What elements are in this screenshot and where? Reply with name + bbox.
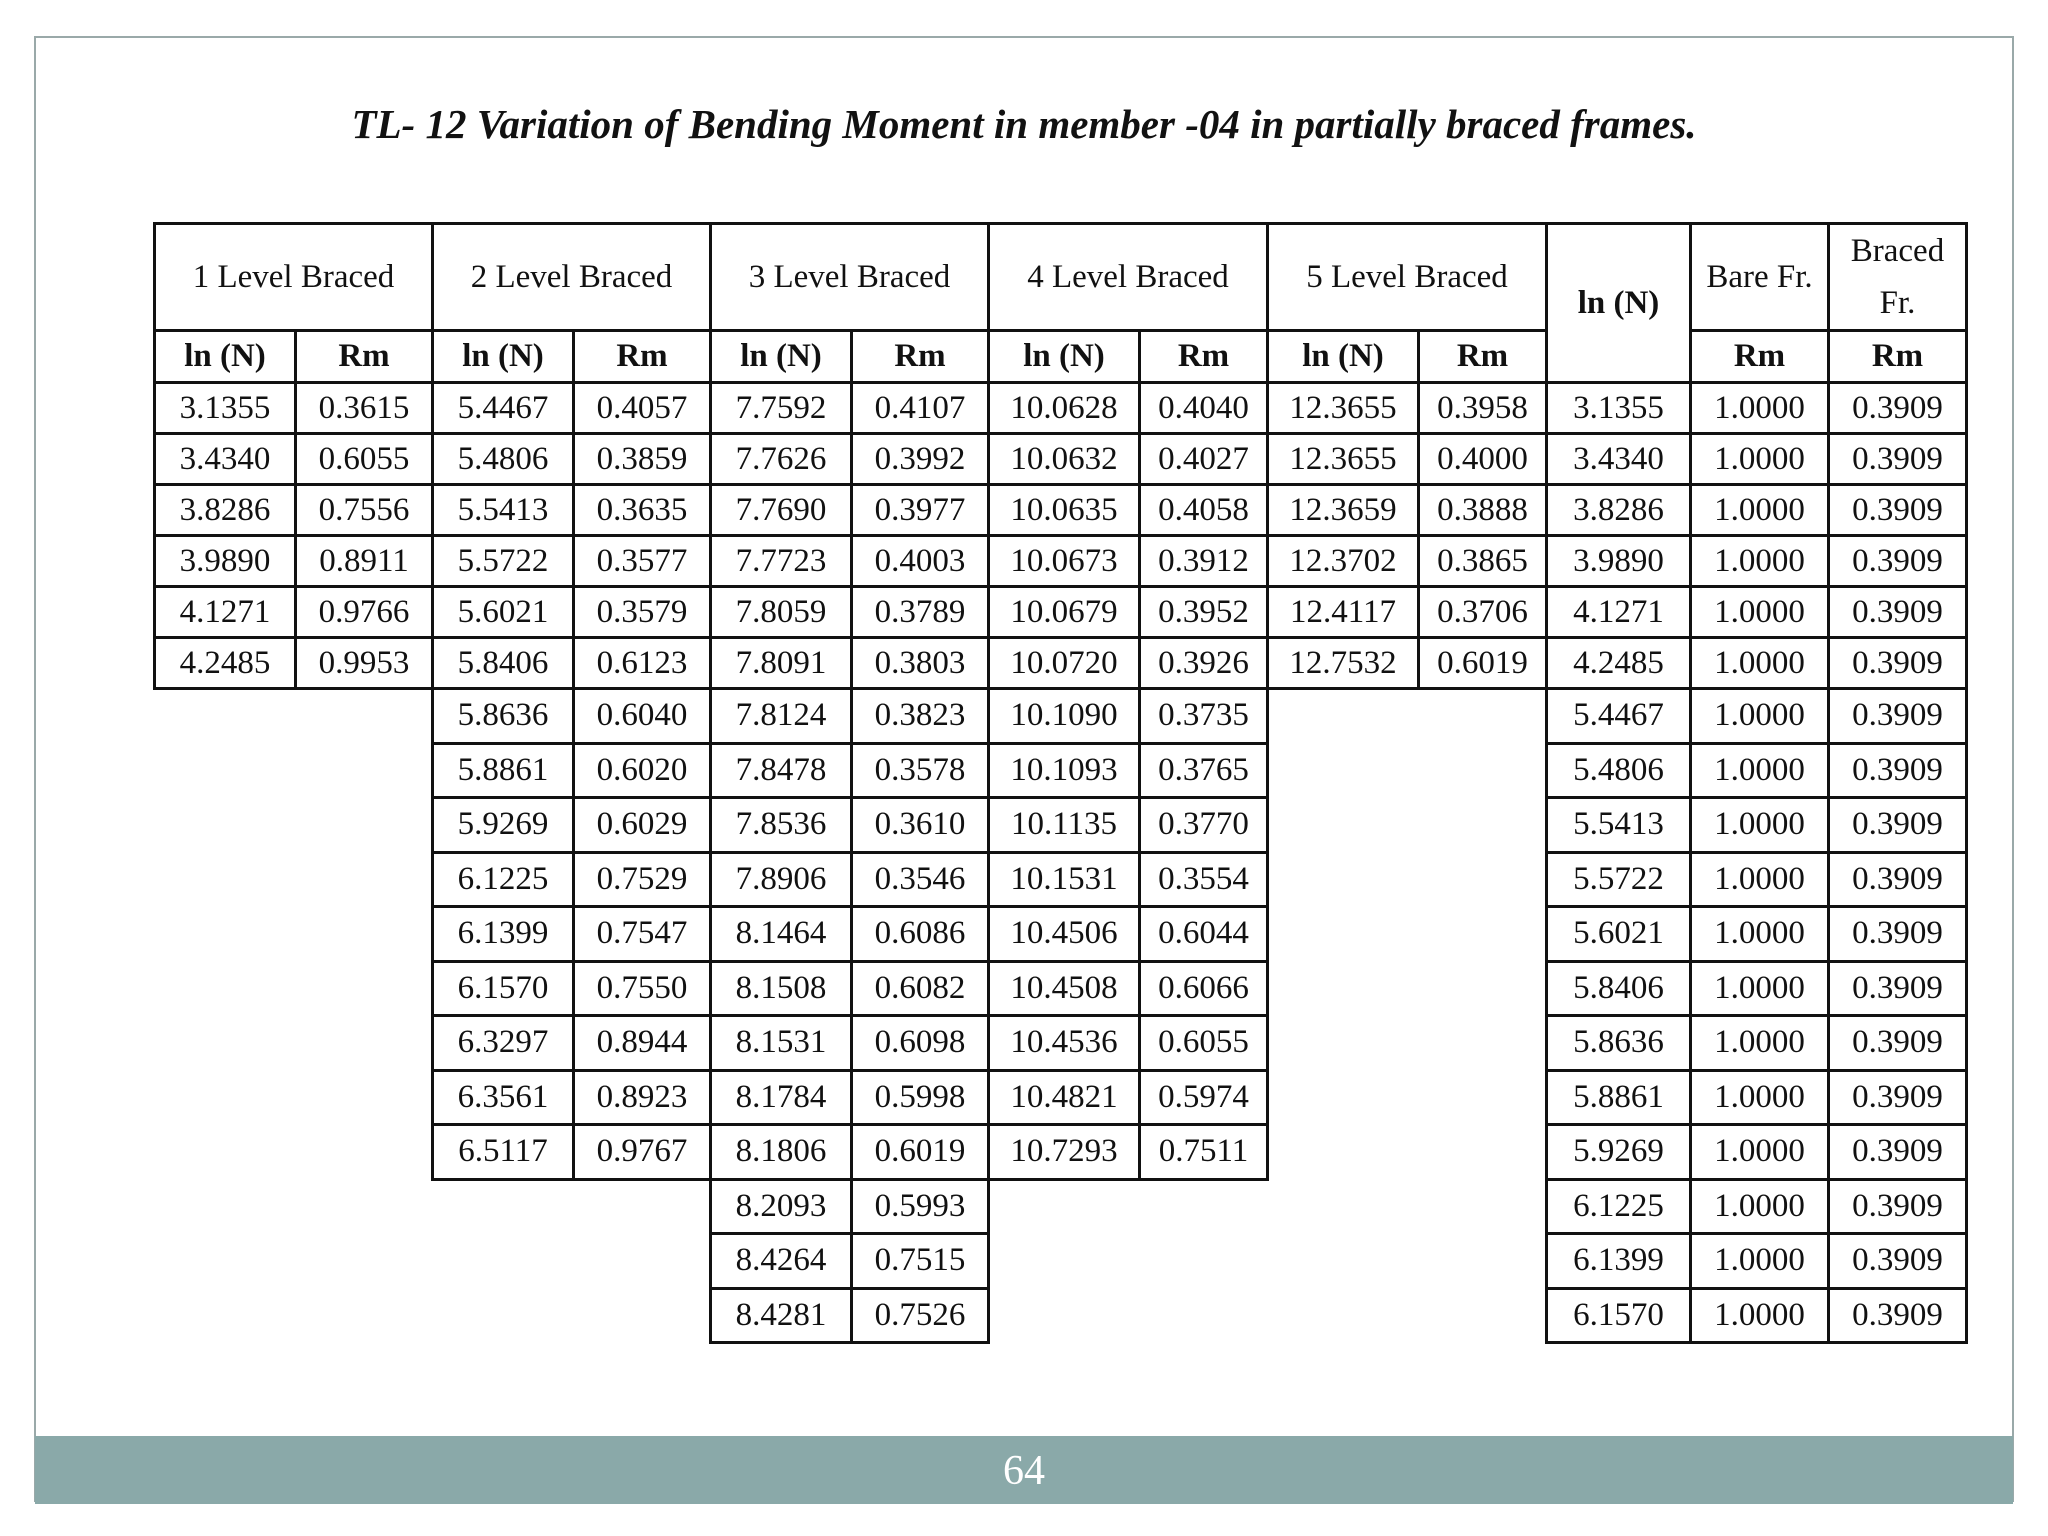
level-3-rm-cell: 0.6098 bbox=[852, 1016, 989, 1071]
level-4-rm-cell: 0.7511 bbox=[1140, 1125, 1268, 1180]
empty-cell bbox=[1268, 1234, 1419, 1289]
ln-cell: 5.8406 bbox=[1547, 961, 1691, 1016]
level-5-rm-cell: 0.3865 bbox=[1419, 536, 1547, 587]
level-2-ln-cell: 6.1225 bbox=[433, 852, 574, 907]
level-2-ln-cell: 5.4467 bbox=[433, 383, 574, 434]
level-5-rm-cell: 0.3958 bbox=[1419, 383, 1547, 434]
level-3-rm-cell: 0.3789 bbox=[852, 587, 989, 638]
braced-frame-rm-cell: 0.3909 bbox=[1829, 852, 1967, 907]
level-2-rm-cell: 0.3859 bbox=[574, 434, 711, 485]
level-2-rm-cell: 0.6123 bbox=[574, 638, 711, 689]
ln-cell: 4.1271 bbox=[1547, 587, 1691, 638]
empty-cell bbox=[155, 1016, 296, 1071]
empty-cell bbox=[296, 852, 433, 907]
level-1-rm-cell: 0.7556 bbox=[296, 485, 433, 536]
empty-cell bbox=[296, 798, 433, 853]
empty-cell bbox=[574, 1288, 711, 1343]
empty-cell bbox=[1268, 689, 1419, 744]
level-2-rm-cell: 0.9767 bbox=[574, 1125, 711, 1180]
level-4-ln-cell: 10.1093 bbox=[989, 743, 1140, 798]
level-3-rm-cell: 0.6086 bbox=[852, 907, 989, 962]
level-3-rm-cell: 0.3992 bbox=[852, 434, 989, 485]
bare-frame-rm-cell: 1.0000 bbox=[1691, 1016, 1829, 1071]
level-3-ln-cell: 7.8124 bbox=[711, 689, 852, 744]
bare-frame-rm-cell: 1.0000 bbox=[1691, 1288, 1829, 1343]
ln-cell: 6.1399 bbox=[1547, 1234, 1691, 1289]
subheader-rm: Rm bbox=[1829, 331, 1967, 383]
level-4-rm-cell: 0.6066 bbox=[1140, 961, 1268, 1016]
empty-cell bbox=[1268, 743, 1419, 798]
braced-frame-rm-cell: 0.3909 bbox=[1829, 1234, 1967, 1289]
empty-cell bbox=[296, 743, 433, 798]
table-row bbox=[155, 1288, 1967, 1343]
bare-frame-rm-cell: 1.0000 bbox=[1691, 852, 1829, 907]
level-3-rm-cell: 0.6082 bbox=[852, 961, 989, 1016]
empty-cell bbox=[155, 961, 296, 1016]
header-ln-n: ln (N) bbox=[1547, 224, 1691, 383]
empty-cell bbox=[574, 1179, 711, 1234]
empty-cell bbox=[1419, 798, 1547, 853]
empty-cell bbox=[433, 1288, 574, 1343]
braced-frame-rm-cell: 0.3909 bbox=[1829, 383, 1967, 434]
bare-frame-rm-cell: 1.0000 bbox=[1691, 1234, 1829, 1289]
level-2-rm-cell: 0.4057 bbox=[574, 383, 711, 434]
braced-frame-rm-cell: 0.3909 bbox=[1829, 1125, 1967, 1180]
level-4-rm-cell: 0.3912 bbox=[1140, 536, 1268, 587]
level-1-ln-cell: 3.8286 bbox=[155, 485, 296, 536]
empty-cell bbox=[1268, 1288, 1419, 1343]
empty-cell bbox=[296, 1179, 433, 1234]
empty-cell bbox=[1419, 907, 1547, 962]
level-3-ln-cell: 8.4264 bbox=[711, 1234, 852, 1289]
level-5-rm-cell: 0.3888 bbox=[1419, 485, 1547, 536]
level-4-rm-cell: 0.6055 bbox=[1140, 1016, 1268, 1071]
empty-cell bbox=[1419, 1179, 1547, 1234]
ln-cell: 5.4806 bbox=[1547, 743, 1691, 798]
table-row bbox=[155, 852, 1967, 907]
braced-frame-rm-cell: 0.3909 bbox=[1829, 1288, 1967, 1343]
bare-frame-rm-cell: 1.0000 bbox=[1691, 689, 1829, 744]
level-4-ln-cell: 10.0720 bbox=[989, 638, 1140, 689]
table-row bbox=[155, 1179, 1967, 1234]
level-4-ln-cell: 10.7293 bbox=[989, 1125, 1140, 1180]
bare-frame-rm-cell: 1.0000 bbox=[1691, 536, 1829, 587]
level-2-rm-cell: 0.7547 bbox=[574, 907, 711, 962]
empty-cell bbox=[1419, 743, 1547, 798]
level-3-ln-cell: 7.7723 bbox=[711, 536, 852, 587]
empty-cell bbox=[1419, 1125, 1547, 1180]
page-number: 64 bbox=[1003, 1448, 1045, 1494]
level-3-ln-cell: 7.7592 bbox=[711, 383, 852, 434]
empty-cell bbox=[1140, 1179, 1268, 1234]
subheader-rm: Rm bbox=[1419, 331, 1547, 383]
empty-cell bbox=[155, 1234, 296, 1289]
level-3-rm-cell: 0.5998 bbox=[852, 1070, 989, 1125]
level-4-ln-cell: 10.4536 bbox=[989, 1016, 1140, 1071]
footer-bar bbox=[35, 1436, 2013, 1504]
empty-cell bbox=[1268, 1179, 1419, 1234]
level-4-ln-cell: 10.1135 bbox=[989, 798, 1140, 853]
empty-cell bbox=[155, 1288, 296, 1343]
braced-frame-rm-cell: 0.3909 bbox=[1829, 485, 1967, 536]
braced-frame-rm-cell: 0.3909 bbox=[1829, 638, 1967, 689]
level-3-ln-cell: 7.7690 bbox=[711, 485, 852, 536]
subheader-ln: ln (N) bbox=[711, 331, 852, 383]
header-level-5: 5 Level Braced bbox=[1268, 224, 1547, 331]
level-3-ln-cell: 8.1806 bbox=[711, 1125, 852, 1180]
empty-cell bbox=[1268, 1125, 1419, 1180]
empty-cell bbox=[1268, 852, 1419, 907]
empty-cell bbox=[1419, 1070, 1547, 1125]
empty-cell bbox=[155, 743, 296, 798]
level-4-rm-cell: 0.3926 bbox=[1140, 638, 1268, 689]
ln-cell: 5.5413 bbox=[1547, 798, 1691, 853]
level-2-ln-cell: 5.4806 bbox=[433, 434, 574, 485]
bare-frame-rm-cell: 1.0000 bbox=[1691, 1179, 1829, 1234]
level-5-ln-cell: 12.3655 bbox=[1268, 434, 1419, 485]
level-5-ln-cell: 12.3655 bbox=[1268, 383, 1419, 434]
empty-cell bbox=[574, 1234, 711, 1289]
empty-cell bbox=[1419, 961, 1547, 1016]
level-4-rm-cell: 0.3765 bbox=[1140, 743, 1268, 798]
bare-frame-rm-cell: 1.0000 bbox=[1691, 383, 1829, 434]
header-level-2: 2 Level Braced bbox=[433, 224, 711, 331]
level-4-rm-cell: 0.3952 bbox=[1140, 587, 1268, 638]
empty-cell bbox=[433, 1234, 574, 1289]
level-2-ln-cell: 5.5413 bbox=[433, 485, 574, 536]
level-3-rm-cell: 0.3803 bbox=[852, 638, 989, 689]
level-2-ln-cell: 6.1399 bbox=[433, 907, 574, 962]
level-2-rm-cell: 0.6020 bbox=[574, 743, 711, 798]
level-1-ln-cell: 3.4340 bbox=[155, 434, 296, 485]
ln-cell: 3.1355 bbox=[1547, 383, 1691, 434]
level-4-ln-cell: 10.1531 bbox=[989, 852, 1140, 907]
level-2-rm-cell: 0.7550 bbox=[574, 961, 711, 1016]
subheader-rm: Rm bbox=[574, 331, 711, 383]
header-level-1: 1 Level Braced bbox=[155, 224, 433, 331]
level-4-rm-cell: 0.4058 bbox=[1140, 485, 1268, 536]
empty-cell bbox=[1268, 907, 1419, 962]
table-row bbox=[155, 961, 1967, 1016]
level-2-ln-cell: 5.9269 bbox=[433, 798, 574, 853]
level-2-ln-cell: 6.3297 bbox=[433, 1016, 574, 1071]
level-5-rm-cell: 0.4000 bbox=[1419, 434, 1547, 485]
level-3-rm-cell: 0.7515 bbox=[852, 1234, 989, 1289]
level-5-ln-cell: 12.4117 bbox=[1268, 587, 1419, 638]
data-table bbox=[153, 222, 1968, 1344]
table-row bbox=[155, 536, 1967, 587]
braced-frame-rm-cell: 0.3909 bbox=[1829, 587, 1967, 638]
level-3-ln-cell: 8.1508 bbox=[711, 961, 852, 1016]
level-3-rm-cell: 0.3546 bbox=[852, 852, 989, 907]
ln-cell: 5.6021 bbox=[1547, 907, 1691, 962]
table-row bbox=[155, 1016, 1967, 1071]
table-row bbox=[155, 1125, 1967, 1180]
braced-frame-rm-cell: 0.3909 bbox=[1829, 1016, 1967, 1071]
level-1-rm-cell: 0.6055 bbox=[296, 434, 433, 485]
table-row bbox=[155, 383, 1967, 434]
level-3-ln-cell: 7.8059 bbox=[711, 587, 852, 638]
level-3-ln-cell: 7.8536 bbox=[711, 798, 852, 853]
header-braced-frame: Braced Fr. bbox=[1829, 224, 1967, 331]
level-4-ln-cell: 10.0679 bbox=[989, 587, 1140, 638]
bare-frame-rm-cell: 1.0000 bbox=[1691, 798, 1829, 853]
subheader-rm: Rm bbox=[852, 331, 989, 383]
subheader-rm: Rm bbox=[1140, 331, 1268, 383]
level-4-rm-cell: 0.4040 bbox=[1140, 383, 1268, 434]
bare-frame-rm-cell: 1.0000 bbox=[1691, 1070, 1829, 1125]
level-3-rm-cell: 0.7526 bbox=[852, 1288, 989, 1343]
bare-frame-rm-cell: 1.0000 bbox=[1691, 434, 1829, 485]
level-3-rm-cell: 0.3610 bbox=[852, 798, 989, 853]
ln-cell: 6.1570 bbox=[1547, 1288, 1691, 1343]
level-2-ln-cell: 5.8406 bbox=[433, 638, 574, 689]
empty-cell bbox=[296, 1288, 433, 1343]
empty-cell bbox=[155, 689, 296, 744]
level-3-ln-cell: 8.1784 bbox=[711, 1070, 852, 1125]
empty-cell bbox=[296, 1234, 433, 1289]
level-2-rm-cell: 0.7529 bbox=[574, 852, 711, 907]
empty-cell bbox=[155, 907, 296, 962]
subheader-ln: ln (N) bbox=[1268, 331, 1419, 383]
level-4-rm-cell: 0.5974 bbox=[1140, 1070, 1268, 1125]
ln-cell: 5.5722 bbox=[1547, 852, 1691, 907]
empty-cell bbox=[296, 1125, 433, 1180]
empty-cell bbox=[296, 907, 433, 962]
empty-cell bbox=[155, 1125, 296, 1180]
level-5-rm-cell: 0.3706 bbox=[1419, 587, 1547, 638]
level-2-rm-cell: 0.3577 bbox=[574, 536, 711, 587]
ln-cell: 3.8286 bbox=[1547, 485, 1691, 536]
bare-frame-rm-cell: 1.0000 bbox=[1691, 485, 1829, 536]
table-row bbox=[155, 743, 1967, 798]
level-2-ln-cell: 5.8861 bbox=[433, 743, 574, 798]
table-row bbox=[155, 638, 1967, 689]
table-row bbox=[155, 434, 1967, 485]
empty-cell bbox=[989, 1234, 1140, 1289]
level-3-ln-cell: 7.7626 bbox=[711, 434, 852, 485]
level-3-rm-cell: 0.5993 bbox=[852, 1179, 989, 1234]
empty-cell bbox=[155, 852, 296, 907]
level-5-ln-cell: 12.3702 bbox=[1268, 536, 1419, 587]
level-1-ln-cell: 3.1355 bbox=[155, 383, 296, 434]
subheader-rm: Rm bbox=[296, 331, 433, 383]
empty-cell bbox=[1419, 1288, 1547, 1343]
empty-cell bbox=[1268, 1070, 1419, 1125]
ln-cell: 5.9269 bbox=[1547, 1125, 1691, 1180]
header-level-4: 4 Level Braced bbox=[989, 224, 1268, 331]
level-4-ln-cell: 10.0635 bbox=[989, 485, 1140, 536]
empty-cell bbox=[989, 1288, 1140, 1343]
subheader-ln: ln (N) bbox=[989, 331, 1140, 383]
bare-frame-rm-cell: 1.0000 bbox=[1691, 961, 1829, 1016]
level-1-rm-cell: 0.8911 bbox=[296, 536, 433, 587]
empty-cell bbox=[1140, 1288, 1268, 1343]
bare-frame-rm-cell: 1.0000 bbox=[1691, 1125, 1829, 1180]
level-3-rm-cell: 0.4107 bbox=[852, 383, 989, 434]
level-1-ln-cell: 4.1271 bbox=[155, 587, 296, 638]
empty-cell bbox=[296, 689, 433, 744]
level-4-rm-cell: 0.3554 bbox=[1140, 852, 1268, 907]
empty-cell bbox=[989, 1179, 1140, 1234]
level-4-ln-cell: 10.4821 bbox=[989, 1070, 1140, 1125]
subheader-ln: ln (N) bbox=[433, 331, 574, 383]
level-4-ln-cell: 10.1090 bbox=[989, 689, 1140, 744]
level-1-rm-cell: 0.9766 bbox=[296, 587, 433, 638]
subheader-rm: Rm bbox=[1691, 331, 1829, 383]
table-row bbox=[155, 689, 1967, 744]
level-1-rm-cell: 0.9953 bbox=[296, 638, 433, 689]
braced-frame-rm-cell: 0.3909 bbox=[1829, 1070, 1967, 1125]
braced-frame-rm-cell: 0.3909 bbox=[1829, 961, 1967, 1016]
subheader-ln: ln (N) bbox=[155, 331, 296, 383]
level-4-ln-cell: 10.4506 bbox=[989, 907, 1140, 962]
empty-cell bbox=[1268, 798, 1419, 853]
level-4-ln-cell: 10.4508 bbox=[989, 961, 1140, 1016]
braced-frame-rm-cell: 0.3909 bbox=[1829, 536, 1967, 587]
ln-cell: 3.9890 bbox=[1547, 536, 1691, 587]
ln-cell: 5.4467 bbox=[1547, 689, 1691, 744]
bare-frame-rm-cell: 1.0000 bbox=[1691, 743, 1829, 798]
level-2-rm-cell: 0.8944 bbox=[574, 1016, 711, 1071]
level-3-ln-cell: 7.8906 bbox=[711, 852, 852, 907]
level-3-rm-cell: 0.3823 bbox=[852, 689, 989, 744]
table-row bbox=[155, 1234, 1967, 1289]
braced-frame-rm-cell: 0.3909 bbox=[1829, 689, 1967, 744]
level-4-rm-cell: 0.6044 bbox=[1140, 907, 1268, 962]
level-3-ln-cell: 7.8091 bbox=[711, 638, 852, 689]
table-row bbox=[155, 907, 1967, 962]
ln-cell: 6.1225 bbox=[1547, 1179, 1691, 1234]
empty-cell bbox=[1140, 1234, 1268, 1289]
header-bare-frame: Bare Fr. bbox=[1691, 224, 1829, 331]
level-2-ln-cell: 5.5722 bbox=[433, 536, 574, 587]
table-row bbox=[155, 485, 1967, 536]
level-2-ln-cell: 6.5117 bbox=[433, 1125, 574, 1180]
empty-cell bbox=[296, 1070, 433, 1125]
level-2-rm-cell: 0.6040 bbox=[574, 689, 711, 744]
table-row bbox=[155, 1070, 1967, 1125]
level-5-ln-cell: 12.7532 bbox=[1268, 638, 1419, 689]
braced-frame-rm-cell: 0.3909 bbox=[1829, 907, 1967, 962]
level-1-rm-cell: 0.3615 bbox=[296, 383, 433, 434]
empty-cell bbox=[1268, 961, 1419, 1016]
braced-frame-rm-cell: 0.3909 bbox=[1829, 434, 1967, 485]
level-4-rm-cell: 0.3770 bbox=[1140, 798, 1268, 853]
table-title: TL- 12 Variation of Bending Moment in member -04 in partially braced frames. bbox=[351, 101, 1697, 147]
header-level-3: 3 Level Braced bbox=[711, 224, 989, 331]
empty-cell bbox=[1419, 852, 1547, 907]
level-2-rm-cell: 0.3579 bbox=[574, 587, 711, 638]
level-4-ln-cell: 10.0632 bbox=[989, 434, 1140, 485]
ln-cell: 4.2485 bbox=[1547, 638, 1691, 689]
table-row bbox=[155, 798, 1967, 853]
empty-cell bbox=[155, 1179, 296, 1234]
level-3-rm-cell: 0.3578 bbox=[852, 743, 989, 798]
braced-frame-rm-cell: 0.3909 bbox=[1829, 743, 1967, 798]
level-3-ln-cell: 8.1531 bbox=[711, 1016, 852, 1071]
level-5-rm-cell: 0.6019 bbox=[1419, 638, 1547, 689]
empty-cell bbox=[155, 798, 296, 853]
level-5-ln-cell: 12.3659 bbox=[1268, 485, 1419, 536]
level-2-rm-cell: 0.6029 bbox=[574, 798, 711, 853]
empty-cell bbox=[1419, 1234, 1547, 1289]
level-2-ln-cell: 6.1570 bbox=[433, 961, 574, 1016]
level-3-ln-cell: 8.1464 bbox=[711, 907, 852, 962]
empty-cell bbox=[296, 961, 433, 1016]
level-4-rm-cell: 0.3735 bbox=[1140, 689, 1268, 744]
empty-cell bbox=[1419, 689, 1547, 744]
ln-cell: 5.8861 bbox=[1547, 1070, 1691, 1125]
level-3-ln-cell: 8.2093 bbox=[711, 1179, 852, 1234]
empty-cell bbox=[1419, 1016, 1547, 1071]
level-2-rm-cell: 0.3635 bbox=[574, 485, 711, 536]
level-2-ln-cell: 6.3561 bbox=[433, 1070, 574, 1125]
level-1-ln-cell: 3.9890 bbox=[155, 536, 296, 587]
table-row bbox=[155, 587, 1967, 638]
bare-frame-rm-cell: 1.0000 bbox=[1691, 587, 1829, 638]
level-4-ln-cell: 10.0628 bbox=[989, 383, 1140, 434]
ln-cell: 3.4340 bbox=[1547, 434, 1691, 485]
level-4-rm-cell: 0.4027 bbox=[1140, 434, 1268, 485]
level-3-rm-cell: 0.3977 bbox=[852, 485, 989, 536]
bare-frame-rm-cell: 1.0000 bbox=[1691, 638, 1829, 689]
empty-cell bbox=[296, 1016, 433, 1071]
level-1-ln-cell: 4.2485 bbox=[155, 638, 296, 689]
bare-frame-rm-cell: 1.0000 bbox=[1691, 907, 1829, 962]
level-4-ln-cell: 10.0673 bbox=[989, 536, 1140, 587]
empty-cell bbox=[155, 1070, 296, 1125]
braced-frame-rm-cell: 0.3909 bbox=[1829, 798, 1967, 853]
empty-cell bbox=[1268, 1016, 1419, 1071]
level-2-ln-cell: 5.6021 bbox=[433, 587, 574, 638]
level-2-ln-cell: 5.8636 bbox=[433, 689, 574, 744]
braced-frame-rm-cell: 0.3909 bbox=[1829, 1179, 1967, 1234]
level-3-rm-cell: 0.4003 bbox=[852, 536, 989, 587]
level-3-ln-cell: 7.8478 bbox=[711, 743, 852, 798]
empty-cell bbox=[433, 1179, 574, 1234]
level-3-ln-cell: 8.4281 bbox=[711, 1288, 852, 1343]
level-2-rm-cell: 0.8923 bbox=[574, 1070, 711, 1125]
level-3-rm-cell: 0.6019 bbox=[852, 1125, 989, 1180]
ln-cell: 5.8636 bbox=[1547, 1016, 1691, 1071]
